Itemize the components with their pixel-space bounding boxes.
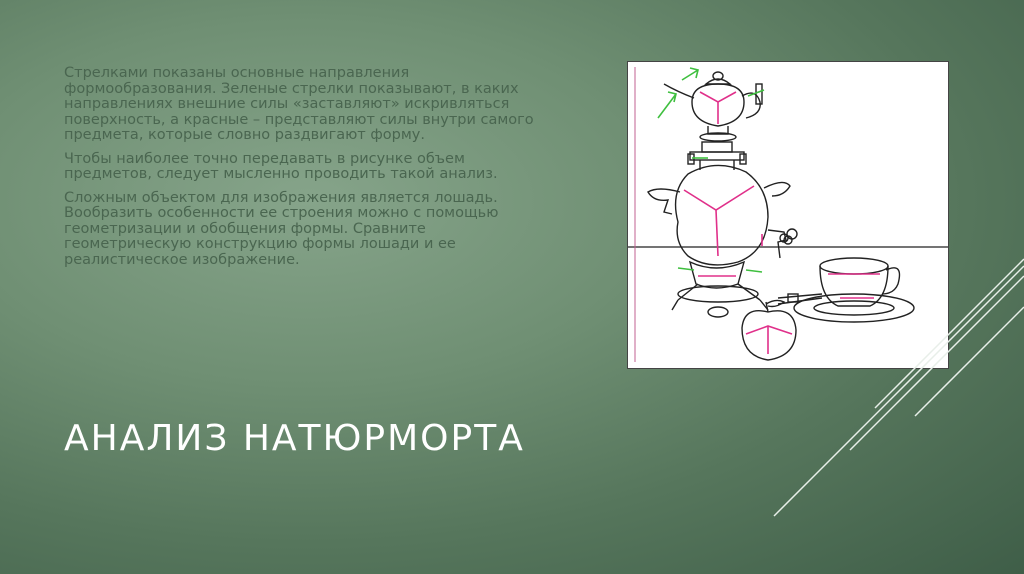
paragraph-2: Чтобы наиболее точно передавать в рисунке объем предметов, следует мысленно проводить такой анализ. — [64, 150, 498, 182]
slide-title: АНАЛИЗ НАТЮРМОРТА — [64, 418, 525, 459]
paragraph-1: Стрелками показаны основные направления формообразования. Зеленые стрелки показывают, в каких направлениях внешние силы «заставляют» искривляться поверхность, а красные – представляют силы внутри самого предмета, которые словно раздвигают форму. — [64, 65, 534, 143]
paragraph-3: Сложным объектом для изображения является лошадь. Вообразить особенности ее строения можно с помощью геометризации и обобщения формы. Сравните геометрическую конструкцию формы лошади и ее реалистическое изображение. — [64, 189, 499, 268]
